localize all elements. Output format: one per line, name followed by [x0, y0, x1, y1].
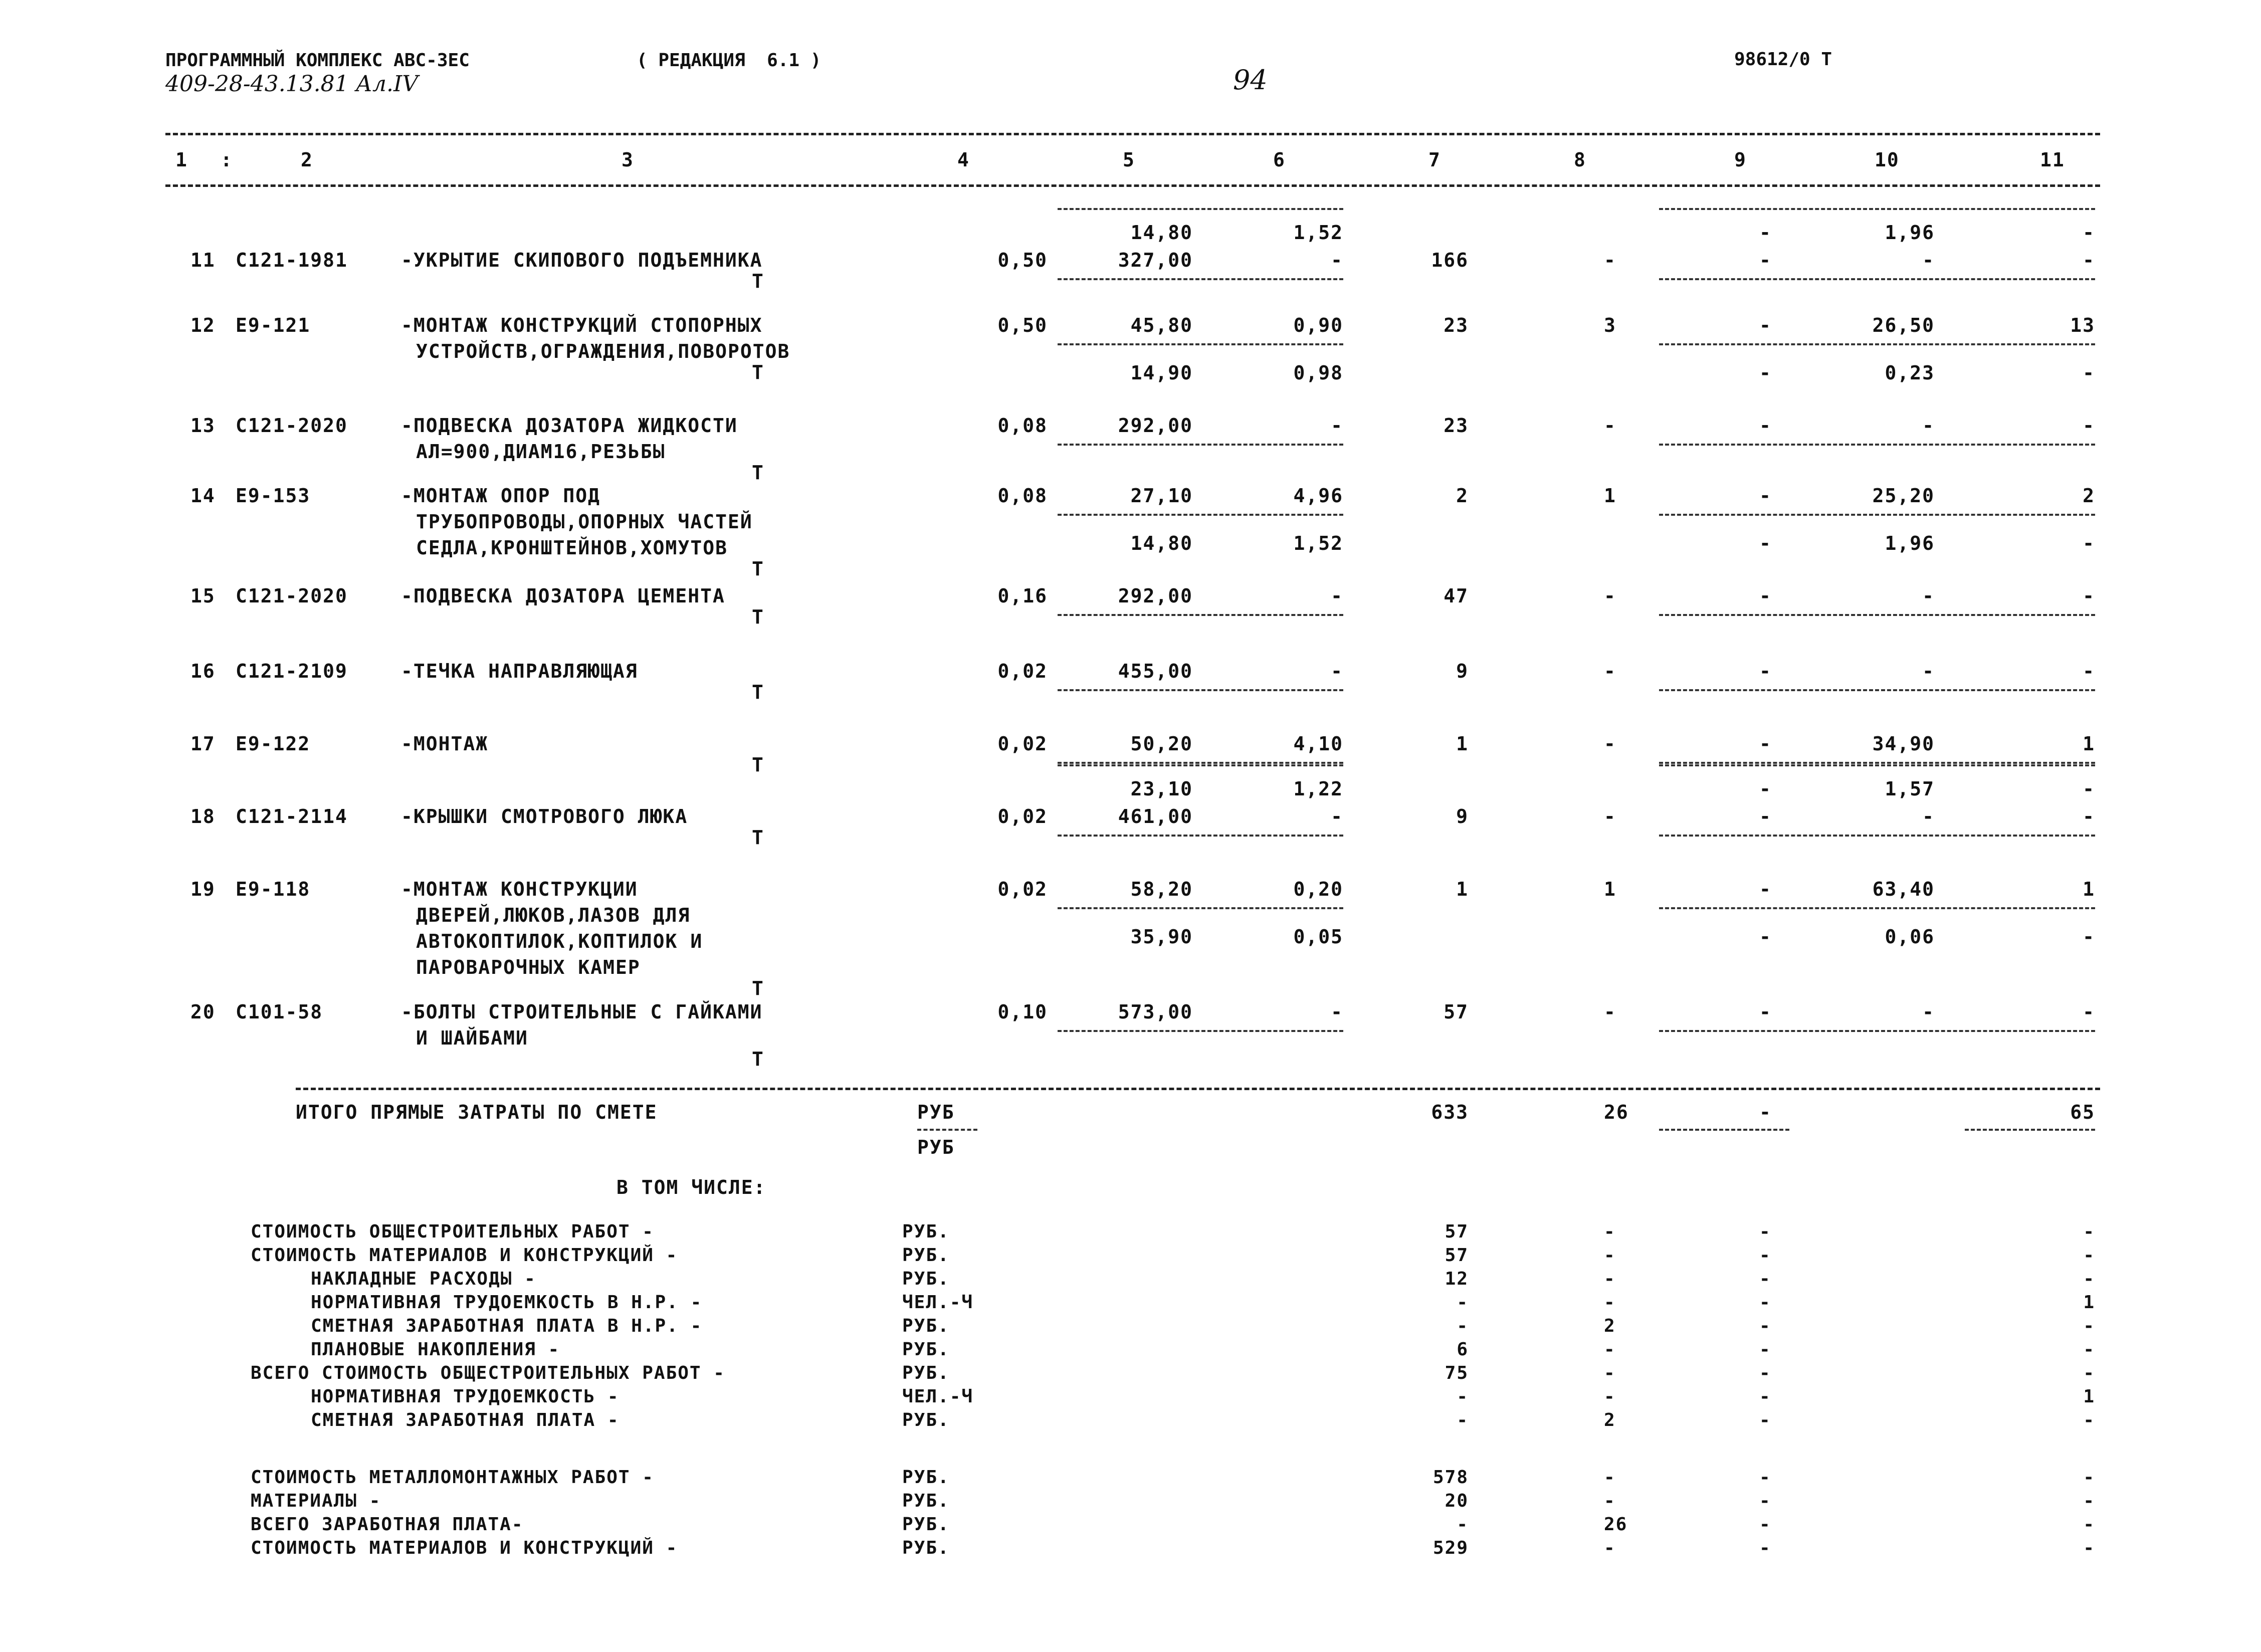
- summary-col8: -: [1604, 1467, 1616, 1488]
- cell-col9: -: [1759, 532, 1772, 554]
- row-code: Е9-153: [236, 485, 311, 507]
- cell-col6: -: [1331, 415, 1343, 437]
- row-name-line: -ТЕЧКА НАПРАВЛЯЮЩАЯ: [401, 660, 638, 682]
- totals-col9: -: [1759, 1101, 1772, 1123]
- dashed-separator: [1058, 762, 1343, 764]
- dashed-separator: [1659, 1129, 1789, 1131]
- handwritten-reference: 409-28-43.13.81 Ал.IV: [165, 71, 419, 97]
- summary-label: СТОИМОСТЬ МЕТАЛЛОМОНТАЖНЫХ РАБОТ -: [251, 1467, 654, 1488]
- dashed-separator: [1058, 343, 1343, 345]
- summary-col9: -: [1759, 1514, 1771, 1535]
- cell-col5: 573,00: [1118, 1001, 1193, 1023]
- cell-col7: 166: [1431, 249, 1469, 271]
- dashed-separator: [1659, 835, 2095, 837]
- cell-col10: -: [1922, 249, 1935, 271]
- summary-col7: 57: [1445, 1245, 1469, 1266]
- summary-col8: -: [1604, 1363, 1616, 1383]
- summary-col7: 20: [1445, 1491, 1469, 1511]
- row-name-line: -БОЛТЫ СТРОИТЕЛЬНЫЕ С ГАЙКАМИ: [401, 1001, 763, 1023]
- row-name-line: -МОНТАЖ КОНСТРУКЦИИ: [401, 878, 638, 900]
- cell-col6: 1,22: [1293, 778, 1343, 800]
- summary-col9: -: [1759, 1386, 1771, 1407]
- cell-col5: 23,10: [1130, 778, 1193, 800]
- cell-col10: 0,23: [1885, 362, 1935, 384]
- summary-col7: 12: [1445, 1269, 1469, 1289]
- row-name-line: -ПОДВЕСКА ДОЗАТОРА ЖИДКОСТИ: [401, 415, 738, 437]
- cell-col10: 63,40: [1872, 878, 1935, 900]
- row-unit-marker: Т: [752, 827, 764, 849]
- summary-label: СТОИМОСТЬ МАТЕРИАЛОВ И КОНСТРУКЦИЙ -: [251, 1538, 678, 1558]
- cell-col7: 23: [1444, 314, 1469, 336]
- cell-col9: -: [1759, 1001, 1772, 1023]
- summary-col9: -: [1759, 1339, 1771, 1360]
- row-number: 12: [190, 314, 216, 336]
- cell-col5: 45,80: [1130, 314, 1193, 336]
- summary-unit: РУБ.: [902, 1316, 950, 1336]
- header-rule-bottom: [165, 184, 2100, 187]
- cell-col7: 9: [1456, 660, 1469, 682]
- row-name-line: СЕДЛА,КРОНШТЕЙНОВ,ХОМУТОВ: [416, 537, 728, 559]
- row-number: 18: [190, 805, 216, 828]
- row-name-line: -МОНТАЖ: [401, 733, 489, 755]
- including-label: В ТОМ ЧИСЛЕ:: [616, 1176, 766, 1198]
- totals-col11: 65: [2070, 1101, 2095, 1123]
- summary-unit: ЧЕЛ.-Ч: [902, 1292, 974, 1313]
- summary-col7: -: [1457, 1514, 1469, 1535]
- totals-col8: 26: [1604, 1101, 1629, 1123]
- summary-col8: -: [1604, 1339, 1616, 1360]
- dashed-separator: [1058, 208, 1343, 210]
- totals-rule: [296, 1088, 2100, 1090]
- row-quantity: 0,50: [997, 314, 1048, 336]
- cell-col8: -: [1604, 249, 1616, 271]
- summary-unit: РУБ.: [902, 1269, 950, 1289]
- totals-unit: РУБ: [917, 1101, 955, 1123]
- cell-col8: 3: [1604, 314, 1616, 336]
- column-header-cell: 5: [1123, 149, 1135, 171]
- dashed-separator: [1058, 514, 1343, 516]
- cell-col11: -: [2083, 585, 2095, 607]
- summary-label: ПЛАНОВЫЕ НАКОПЛЕНИЯ -: [311, 1339, 560, 1360]
- cell-col6: 0,98: [1293, 362, 1343, 384]
- cell-col11: 1: [2083, 878, 2095, 900]
- row-quantity: 0,08: [997, 415, 1048, 437]
- row-number: 20: [190, 1001, 216, 1023]
- dashed-separator: [1659, 208, 2095, 210]
- row-unit-marker: Т: [752, 977, 764, 999]
- summary-col11: -: [2083, 1269, 2095, 1289]
- row-name-line: -МОНТАЖ КОНСТРУКЦИЙ СТОПОРНЫХ: [401, 314, 763, 336]
- cell-col9: -: [1759, 805, 1772, 828]
- row-number: 15: [190, 585, 216, 607]
- summary-label: ВСЕГО ЗАРАБОТНАЯ ПЛАТА-: [251, 1514, 524, 1535]
- summary-label: СТОИМОСТЬ МАТЕРИАЛОВ И КОНСТРУКЦИЙ -: [251, 1245, 678, 1266]
- summary-unit: ЧЕЛ.-Ч: [902, 1386, 974, 1407]
- summary-label: СМЕТНАЯ ЗАРАБОТНАЯ ПЛАТА -: [311, 1410, 620, 1430]
- row-name-line: ПАРОВАРОЧНЫХ КАМЕР: [416, 956, 641, 978]
- row-code: Е9-118: [236, 878, 311, 900]
- summary-label: СТОИМОСТЬ ОБЩЕСТРОИТЕЛЬНЫХ РАБОТ -: [251, 1221, 654, 1242]
- row-name-line: ДВЕРЕЙ,ЛЮКОВ,ЛАЗОВ ДЛЯ: [416, 904, 691, 926]
- row-quantity: 0,02: [997, 878, 1048, 900]
- cell-col7: 9: [1456, 805, 1469, 828]
- summary-col11: -: [2083, 1514, 2095, 1535]
- summary-col8: -: [1604, 1386, 1616, 1407]
- cell-col10: 26,50: [1872, 314, 1935, 336]
- page-number: 94: [1233, 64, 1268, 96]
- cell-col5: 461,00: [1118, 805, 1193, 828]
- cell-col8: -: [1604, 805, 1616, 828]
- cell-col11: -: [2083, 926, 2095, 948]
- cell-col11: -: [2083, 1001, 2095, 1023]
- column-header-cell: 7: [1428, 149, 1441, 171]
- cell-col5: 58,20: [1130, 878, 1193, 900]
- cell-col6: -: [1331, 660, 1343, 682]
- cell-col10: 34,90: [1872, 733, 1935, 755]
- cell-col6: 0,20: [1293, 878, 1343, 900]
- summary-label: СМЕТНАЯ ЗАРАБОТНАЯ ПЛАТА В Н.Р. -: [311, 1316, 703, 1336]
- summary-col11: 1: [2083, 1386, 2095, 1407]
- cell-col5: 292,00: [1118, 585, 1193, 607]
- cell-col6: 1,52: [1293, 222, 1343, 244]
- column-header-cell: 8: [1574, 149, 1586, 171]
- row-number: 11: [190, 249, 216, 271]
- dashed-separator: [1659, 764, 2095, 766]
- dashed-separator: [1659, 1030, 2095, 1032]
- dashed-separator: [1058, 444, 1343, 446]
- row-name-line: АВТОКОПТИЛОК,КОПТИЛОК И: [416, 930, 703, 952]
- row-quantity: 0,16: [997, 585, 1048, 607]
- cell-col8: -: [1604, 1001, 1616, 1023]
- row-number: 19: [190, 878, 216, 900]
- row-code: С121-2109: [236, 660, 348, 682]
- cell-col11: 1: [2083, 733, 2095, 755]
- row-name-line: -УКРЫТИЕ СКИПОВОГО ПОДЪЕМНИКА: [401, 249, 763, 271]
- column-header-cell: 6: [1273, 149, 1286, 171]
- row-code: С121-2114: [236, 805, 348, 828]
- summary-unit: РУБ.: [902, 1339, 950, 1360]
- row-unit-marker: Т: [752, 1048, 764, 1070]
- dashed-separator: [1659, 762, 2095, 764]
- summary-col7: 578: [1432, 1467, 1469, 1488]
- summary-col9: -: [1759, 1363, 1771, 1383]
- summary-col11: -: [2083, 1316, 2095, 1336]
- cell-col6: -: [1331, 1001, 1343, 1023]
- cell-col11: 13: [2070, 314, 2095, 336]
- row-code: С121-1981: [236, 249, 348, 271]
- dashed-separator: [1659, 689, 2095, 691]
- summary-label: МАТЕРИАЛЫ -: [251, 1491, 381, 1511]
- summary-col9: -: [1759, 1316, 1771, 1336]
- dashed-separator: [1058, 907, 1343, 909]
- column-header-cell: 10: [1875, 149, 1900, 171]
- cell-col5: 35,90: [1130, 926, 1193, 948]
- summary-col8: -: [1604, 1538, 1616, 1558]
- row-number: 14: [190, 485, 216, 507]
- row-unit-marker: Т: [752, 361, 764, 383]
- row-quantity: 0,02: [997, 805, 1048, 828]
- cell-col11: -: [2083, 532, 2095, 554]
- summary-col9: -: [1759, 1410, 1771, 1430]
- cell-col6: 4,96: [1293, 485, 1343, 507]
- row-code: С121-2020: [236, 585, 348, 607]
- cell-col10: 1,57: [1885, 778, 1935, 800]
- cell-col11: -: [2083, 362, 2095, 384]
- cell-col5: 14,80: [1130, 222, 1193, 244]
- column-header-cell: 11: [2040, 149, 2065, 171]
- summary-label: НОРМАТИВНАЯ ТРУДОЕМКОСТЬ -: [311, 1386, 620, 1407]
- summary-col7: -: [1457, 1410, 1469, 1430]
- summary-col11: -: [2083, 1245, 2095, 1266]
- cell-col7: 2: [1456, 485, 1469, 507]
- row-number: 16: [190, 660, 216, 682]
- cell-col5: 327,00: [1118, 249, 1193, 271]
- cell-col9: -: [1759, 878, 1772, 900]
- program-title: ПРОГРАММНЫЙ КОМПЛЕКС АВС-3ЕС: [165, 50, 470, 71]
- cell-col6: 0,05: [1293, 926, 1343, 948]
- row-unit-marker: Т: [752, 681, 764, 703]
- cell-col9: -: [1759, 778, 1772, 800]
- summary-col11: -: [2083, 1339, 2095, 1360]
- summary-col9: -: [1759, 1292, 1771, 1313]
- row-name-line: -КРЫШКИ СМОТРОВОГО ЛЮКА: [401, 805, 688, 828]
- summary-unit: РУБ.: [902, 1363, 950, 1383]
- dashed-separator: [1058, 835, 1343, 837]
- summary-unit: РУБ.: [902, 1410, 950, 1430]
- dashed-separator: [1058, 278, 1343, 280]
- cell-col6: 1,52: [1293, 532, 1343, 554]
- cell-col7: 23: [1444, 415, 1469, 437]
- row-name-line: -МОНТАЖ ОПОР ПОД: [401, 485, 601, 507]
- column-header-cell: 1: [175, 149, 188, 171]
- summary-col7: 57: [1445, 1221, 1469, 1242]
- cell-col7: 47: [1444, 585, 1469, 607]
- column-header-cell: 2: [301, 149, 313, 171]
- totals-col7: 633: [1431, 1101, 1469, 1123]
- summary-col9: -: [1759, 1245, 1771, 1266]
- cell-col6: -: [1331, 805, 1343, 828]
- cell-col9: -: [1759, 733, 1772, 755]
- summary-col9: -: [1759, 1269, 1771, 1289]
- cell-col7: 57: [1444, 1001, 1469, 1023]
- cell-col10: 25,20: [1872, 485, 1935, 507]
- summary-col11: -: [2083, 1467, 2095, 1488]
- cell-col9: -: [1759, 249, 1772, 271]
- dashed-separator: [1659, 614, 2095, 616]
- dashed-separator: [1659, 514, 2095, 516]
- cell-col10: -: [1922, 415, 1935, 437]
- dashed-separator: [1659, 278, 2095, 280]
- row-name-line: И ШАЙБАМИ: [416, 1027, 528, 1049]
- cell-col5: 455,00: [1118, 660, 1193, 682]
- cell-col6: -: [1331, 249, 1343, 271]
- summary-col8: -: [1604, 1269, 1616, 1289]
- row-quantity: 0,50: [997, 249, 1048, 271]
- cell-col8: -: [1604, 733, 1616, 755]
- summary-col9: -: [1759, 1221, 1771, 1242]
- summary-unit: РУБ.: [902, 1491, 950, 1511]
- dashed-separator: [917, 1129, 977, 1131]
- cell-col5: 14,80: [1130, 532, 1193, 554]
- dashed-separator: [1965, 1129, 2095, 1131]
- summary-col9: -: [1759, 1491, 1771, 1511]
- cell-col11: -: [2083, 222, 2095, 244]
- row-name-line: ТРУБОПРОВОДЫ,ОПОРНЫХ ЧАСТЕЙ: [416, 511, 753, 533]
- cell-col9: -: [1759, 485, 1772, 507]
- row-unit-marker: Т: [752, 270, 764, 292]
- summary-col8: -: [1604, 1245, 1616, 1266]
- summary-unit: РУБ.: [902, 1538, 950, 1558]
- dashed-separator: [1659, 444, 2095, 446]
- cell-col8: -: [1604, 585, 1616, 607]
- summary-unit: РУБ.: [902, 1245, 950, 1266]
- cell-col9: -: [1759, 314, 1772, 336]
- summary-col8: -: [1604, 1491, 1616, 1511]
- dashed-separator: [1659, 907, 2095, 909]
- cell-col9: -: [1759, 660, 1772, 682]
- column-header-cell: 9: [1734, 149, 1747, 171]
- summary-col11: -: [2083, 1363, 2095, 1383]
- row-name-line: -ПОДВЕСКА ДОЗАТОРА ЦЕМЕНТА: [401, 585, 725, 607]
- cell-col8: 1: [1604, 878, 1616, 900]
- row-unit-marker: Т: [752, 462, 764, 484]
- totals-label: ИТОГО ПРЯМЫЕ ЗАТРАТЫ ПО СМЕТЕ: [296, 1101, 658, 1123]
- dashed-separator: [1058, 614, 1343, 616]
- summary-label: ВСЕГО СТОИМОСТЬ ОБЩЕСТРОИТЕЛЬНЫХ РАБОТ -: [251, 1363, 725, 1383]
- cell-col5: 14,90: [1130, 362, 1193, 384]
- summary-col11: -: [2083, 1221, 2095, 1242]
- totals-unit-2: РУБ: [917, 1136, 955, 1158]
- summary-col11: 1: [2083, 1292, 2095, 1313]
- summary-col7: -: [1457, 1386, 1469, 1407]
- summary-col8: 26: [1604, 1514, 1628, 1535]
- dashed-separator: [1058, 689, 1343, 691]
- cell-col8: -: [1604, 660, 1616, 682]
- cell-col10: 1,96: [1885, 222, 1935, 244]
- cell-col8: -: [1604, 415, 1616, 437]
- summary-col11: -: [2083, 1410, 2095, 1430]
- row-number: 13: [190, 415, 216, 437]
- cell-col7: 1: [1456, 733, 1469, 755]
- summary-col7: 6: [1457, 1339, 1469, 1360]
- edition-label: ( РЕДАКЦИЯ 6.1 ): [637, 50, 821, 71]
- summary-col7: -: [1457, 1316, 1469, 1336]
- summary-col7: 529: [1432, 1538, 1469, 1558]
- cell-col11: -: [2083, 805, 2095, 828]
- summary-label: НОРМАТИВНАЯ ТРУДОЕМКОСТЬ В Н.Р. -: [311, 1292, 703, 1313]
- column-header-cell: 3: [622, 149, 634, 171]
- cell-col11: -: [2083, 660, 2095, 682]
- cell-col5: 50,20: [1130, 733, 1193, 755]
- row-quantity: 0,02: [997, 733, 1048, 755]
- summary-label: НАКЛАДНЫЕ РАСХОДЫ -: [311, 1269, 536, 1289]
- cell-col9: -: [1759, 362, 1772, 384]
- row-code: С101-58: [236, 1001, 323, 1023]
- summary-unit: РУБ.: [902, 1221, 950, 1242]
- row-number: 17: [190, 733, 216, 755]
- cell-col11: -: [2083, 778, 2095, 800]
- cell-col8: 1: [1604, 485, 1616, 507]
- summary-unit: РУБ.: [902, 1467, 950, 1488]
- cell-col10: -: [1922, 805, 1935, 828]
- document-code: 98612/0 Т: [1734, 49, 1832, 70]
- row-quantity: 0,08: [997, 485, 1048, 507]
- summary-col9: -: [1759, 1467, 1771, 1488]
- cell-col11: -: [2083, 249, 2095, 271]
- summary-col8: 2: [1604, 1316, 1616, 1336]
- column-header-cell: :: [221, 149, 233, 171]
- cell-col10: -: [1922, 1001, 1935, 1023]
- cell-col6: 4,10: [1293, 733, 1343, 755]
- cell-col9: -: [1759, 585, 1772, 607]
- cell-col10: 0,06: [1885, 926, 1935, 948]
- column-header-cell: 4: [957, 149, 970, 171]
- summary-col9: -: [1759, 1538, 1771, 1558]
- row-unit-marker: Т: [752, 558, 764, 580]
- cell-col11: 2: [2083, 485, 2095, 507]
- row-name-line: АЛ=900,ДИАМ16,РЕЗЬБЫ: [416, 441, 666, 463]
- summary-col7: -: [1457, 1292, 1469, 1313]
- cell-col9: -: [1759, 926, 1772, 948]
- cell-col9: -: [1759, 222, 1772, 244]
- summary-unit: РУБ.: [902, 1514, 950, 1535]
- summary-col7: 75: [1445, 1363, 1469, 1383]
- cell-col11: -: [2083, 415, 2095, 437]
- cell-col5: 292,00: [1118, 415, 1193, 437]
- cell-col5: 27,10: [1130, 485, 1193, 507]
- row-unit-marker: Т: [752, 606, 764, 628]
- cell-col10: 1,96: [1885, 532, 1935, 554]
- row-name-line: УСТРОЙСТВ,ОГРАЖДЕНИЯ,ПОВОРОТОВ: [416, 340, 790, 362]
- row-code: Е9-122: [236, 733, 311, 755]
- dashed-separator: [1659, 343, 2095, 345]
- dashed-separator: [1058, 1030, 1343, 1032]
- summary-col8: -: [1604, 1292, 1616, 1313]
- summary-col8: 2: [1604, 1410, 1616, 1430]
- cell-col7: 1: [1456, 878, 1469, 900]
- row-unit-marker: Т: [752, 754, 764, 776]
- dashed-separator: [1058, 764, 1343, 766]
- summary-col8: -: [1604, 1221, 1616, 1242]
- row-quantity: 0,10: [997, 1001, 1048, 1023]
- summary-col11: -: [2083, 1538, 2095, 1558]
- header-rule-top: [165, 133, 2100, 135]
- cell-col6: -: [1331, 585, 1343, 607]
- row-code: С121-2020: [236, 415, 348, 437]
- cell-col10: -: [1922, 585, 1935, 607]
- summary-col11: -: [2083, 1491, 2095, 1511]
- cell-col6: 0,90: [1293, 314, 1343, 336]
- cell-col10: -: [1922, 660, 1935, 682]
- cell-col9: -: [1759, 415, 1772, 437]
- row-code: Е9-121: [236, 314, 311, 336]
- row-quantity: 0,02: [997, 660, 1048, 682]
